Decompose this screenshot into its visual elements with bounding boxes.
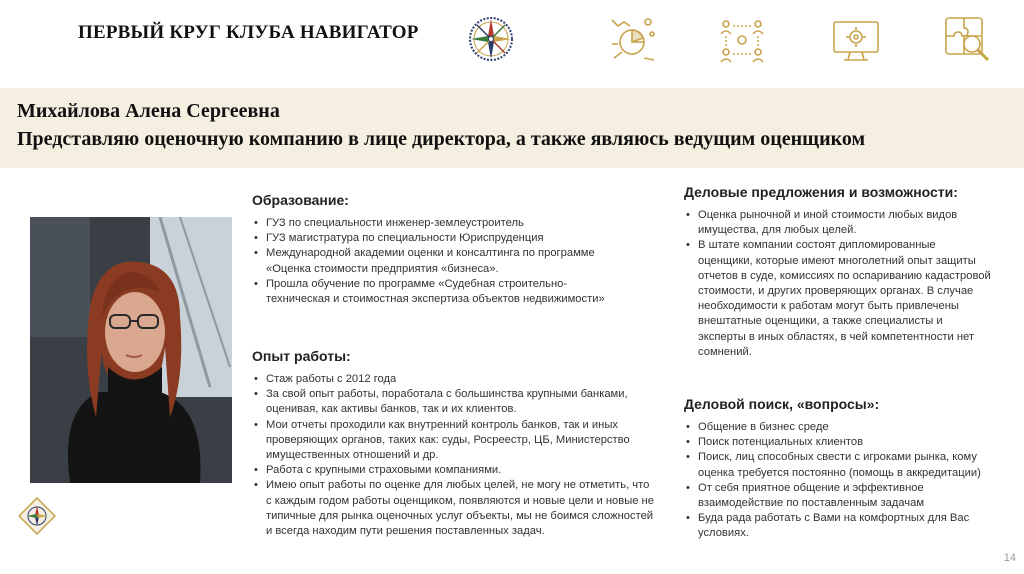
list-item: • Буда рада работать с Вами на комфортных для Вас условиях.: [684, 511, 992, 541]
list-item: • ГУЗ магистратура по специальности Юриспруденция: [252, 231, 622, 246]
offers-heading: Деловые предложения и возможности:: [684, 184, 958, 200]
experience-section: [252, 348, 656, 539]
list-item: • Прошла обучение по программе «Судебная строительно-техническая и стоимостная экспертиза объектов недвижимости»: [252, 277, 622, 307]
list-item: • Стаж работы с 2012 года: [252, 372, 656, 387]
list-item: • Общение в бизнес среде: [684, 420, 992, 435]
header: [0, 0, 1024, 88]
person-role: Представляю оценочную компанию в лице директора, а также являюсь ведущим оценщиком: [17, 128, 866, 150]
list-item: • Поиск, лиц способных свести с игроками рынка, кому оценка требуется постоянно (помощь в аккредитации): [684, 450, 992, 480]
compass-logo-icon: [466, 14, 516, 64]
search-section: [684, 396, 992, 542]
list-item: • В штате компании состоят дипломированные оценщики, которые имеют многолетний опыт защиты отчетов в суде, комиссиях по оспариванию кадастровой стоимости, и других проверяющих органах. В случае необходимости к работам могут быть привлечены внештатные оценщики, а также специалисты и эксперты в иных областях, в чей компетентности нет сомнений.: [684, 238, 992, 360]
offers-section: [684, 184, 992, 360]
puzzle-search-icon: [942, 14, 994, 66]
page-number: 14: [1003, 552, 1016, 564]
search-list: [684, 420, 992, 542]
list-item: • За свой опыт работы, поработала с большинства крупными банками, оценивая, как активы банков, так и их клиентов.: [252, 387, 656, 417]
list-item: • Оценка рыночной и иной стоимости любых видов имущества, для любых целей.: [684, 208, 992, 238]
list-item: • Международной академии оценки и консалтинга по программе «Оценка стоимости предприятия «бизнеса».: [252, 246, 622, 276]
team-network-icon: [716, 14, 768, 66]
list-item: • Поиск потенциальных клиентов: [684, 435, 992, 450]
person-name: Михайлова Алена Сергеевна: [17, 100, 280, 122]
chart-analysis-icon: [608, 14, 660, 66]
education-heading: Образование:: [252, 192, 349, 208]
list-item: • Мои отчеты проходили как внутренний контроль банков, так и иных проверяющих органов, таких как: суды, Росреестр, ЦБ, Министерство имущественных отношений и др.: [252, 418, 656, 464]
list-item: • Работа с крупными страховыми компаниями.: [252, 463, 656, 478]
education-list: [252, 216, 622, 307]
list-item: • ГУЗ по специальности инженер-землеустроитель: [252, 216, 622, 231]
experience-list: [252, 372, 656, 539]
portrait-photo: [30, 217, 232, 483]
search-heading: Деловой поиск, «вопросы»:: [684, 396, 880, 412]
experience-heading: Опыт работы:: [252, 348, 351, 364]
club-logo-small-icon: [18, 497, 56, 535]
offers-list: [684, 208, 992, 360]
education-section: [252, 192, 622, 307]
list-item: • Имею опыт работы по оценке для любых целей, не могу не отметить, что с каждым годом работы оценщиком, появляются и новые цели и новые не типичные для рынка оценочных услуг объекты, мы не боимся сложностей и всегда находим пути решения поставленных задач.: [252, 478, 656, 539]
monitor-gear-icon: [830, 14, 882, 66]
list-item: • От себя приятное общение и эффективное взаимодействие по поставленным задачам: [684, 481, 992, 511]
page-title: ПЕРВЫЙ КРУГ КЛУБА НАВИГАТОР: [78, 22, 419, 43]
